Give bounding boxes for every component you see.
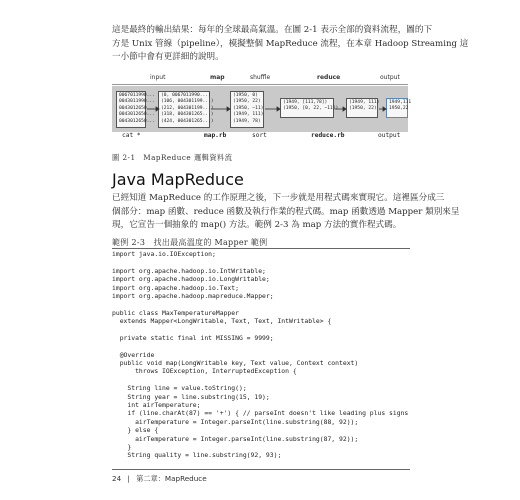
figure-footer-reduce-rb: reduce.rb: [311, 132, 345, 139]
code-line: }: [112, 442, 132, 451]
code-line: [112, 342, 408, 350]
intro-paragraph: [112, 24, 468, 65]
map-input-box: (0, 0067011990...) (106, 004301199...) (212, 004301199...) (318, 004301265...) (424, 004301265...): [158, 91, 210, 128]
shuffle-output-box: (1949, [111,78]) (1950, [0, 22, −11]): [280, 98, 334, 118]
body-line: 個部分：map 函數、reduce 函數及執行作業的程式碼。map 函數透過 Mapper 類別來呈: [112, 206, 460, 217]
example-rule: [112, 248, 410, 249]
code-line: public void map(LongWritable key, Text value, Context context): [112, 359, 359, 368]
intro-line: 這是最終的輸出結果：每年的全球最高氣溫。在圖 2-1 表示全部的資料流程，圖的下: [112, 25, 433, 35]
figure-header-input: input: [150, 74, 166, 81]
section-heading: Java MapReduce: [112, 170, 244, 189]
code-line: String quality = line.substring(92, 93);: [112, 451, 282, 460]
body-line: 現，它宣告一個抽象的 map() 方法。範例 2-3 為 map 方法的實作程式碼。: [112, 220, 402, 230]
reduce-output-box: (1949, 111) (1950, 22): [346, 98, 378, 118]
code-line: [112, 376, 408, 384]
code-line: throws IOException, InterruptedException {: [112, 367, 297, 376]
code-line: int airTemperature;: [112, 401, 201, 410]
figure-footer-output: output: [378, 132, 401, 139]
code-line: } else {: [112, 426, 159, 435]
code-line: airTemperature = Integer.parseInt(line.substring(87, 92));: [112, 434, 359, 443]
figure-footer-cat: cat *: [122, 132, 141, 139]
page-footer: 24 | 第二章：MapReduce: [112, 474, 207, 483]
final-output-box: 1949,111 1950,22: [386, 98, 408, 118]
code-line: extends Mapper<LongWritable, Text, Text, IntWritable> {: [112, 317, 332, 326]
code-line: String year = line.substring(15, 19);: [112, 392, 270, 401]
code-listing: [112, 250, 408, 460]
code-line: [112, 300, 408, 308]
intro-line: 一小節中會有更詳細的說明。: [112, 52, 224, 62]
input-records-box: 0067011990... 0043011990... 0043012650... 0043012650... 0043012650...: [116, 91, 146, 128]
code-line: import org.apache.hadoop.io.Text;: [112, 283, 239, 292]
code-line: String line = value.toString();: [112, 384, 247, 393]
intro-line: 方是 Unix 管線（pipeline），模擬整個 MapReduce 流程，在本章 Hadoop Streaming 這: [112, 38, 469, 49]
code-line: import java.io.IOException;: [112, 250, 216, 258]
code-line: public class MaxTemperatureMapper: [112, 308, 239, 317]
figure-header-map: map: [210, 74, 225, 81]
code-line: [112, 326, 408, 334]
code-line: import org.apache.hadoop.io.LongWritable;: [112, 275, 270, 284]
example-title: 範例 2-3 找出最高溫度的 Mapper 範例: [112, 238, 268, 247]
figure-header-reduce: reduce: [317, 74, 341, 81]
code-line: import org.apache.hadoop.io.IntWritable;: [112, 266, 266, 275]
chapter-title: 第二章：MapReduce: [136, 474, 207, 483]
footer-rule: [112, 469, 410, 470]
figure-footer-sort: sort: [252, 132, 267, 139]
figure-header-output: output: [380, 74, 400, 81]
figure-header-shuffle: shuffle: [250, 74, 271, 81]
code-line: private static final int MISSING = 9999;: [112, 333, 274, 342]
page-number: 24: [112, 474, 122, 483]
figure-caption: 圖 2-1 MapReduce 邏輯資料流: [112, 153, 233, 162]
code-line: [112, 258, 408, 266]
map-output-box: (1950, 0) (1950, 22) (1950, −11) (1949, 111) (1949, 78): [230, 91, 264, 128]
mapreduce-dataflow-figure: [112, 74, 412, 143]
body-line: 已經知道 MapReduce 的工作原理之後，下一步就是用程式碼來實現它。這裡區分成三: [112, 193, 445, 203]
code-line: import org.apache.hadoop.mapreduce.Mapper;: [112, 291, 274, 300]
code-line: if (line.charAt(87) == '+') { // parseInt doesn't like leading plus signs: [112, 409, 409, 418]
body-paragraph: [112, 192, 460, 233]
figure-footer-map-rb: map.rb: [204, 132, 227, 139]
code-line: airTemperature = Integer.parseInt(line.substring(88, 92));: [112, 417, 359, 426]
code-line: @Override: [112, 350, 155, 359]
